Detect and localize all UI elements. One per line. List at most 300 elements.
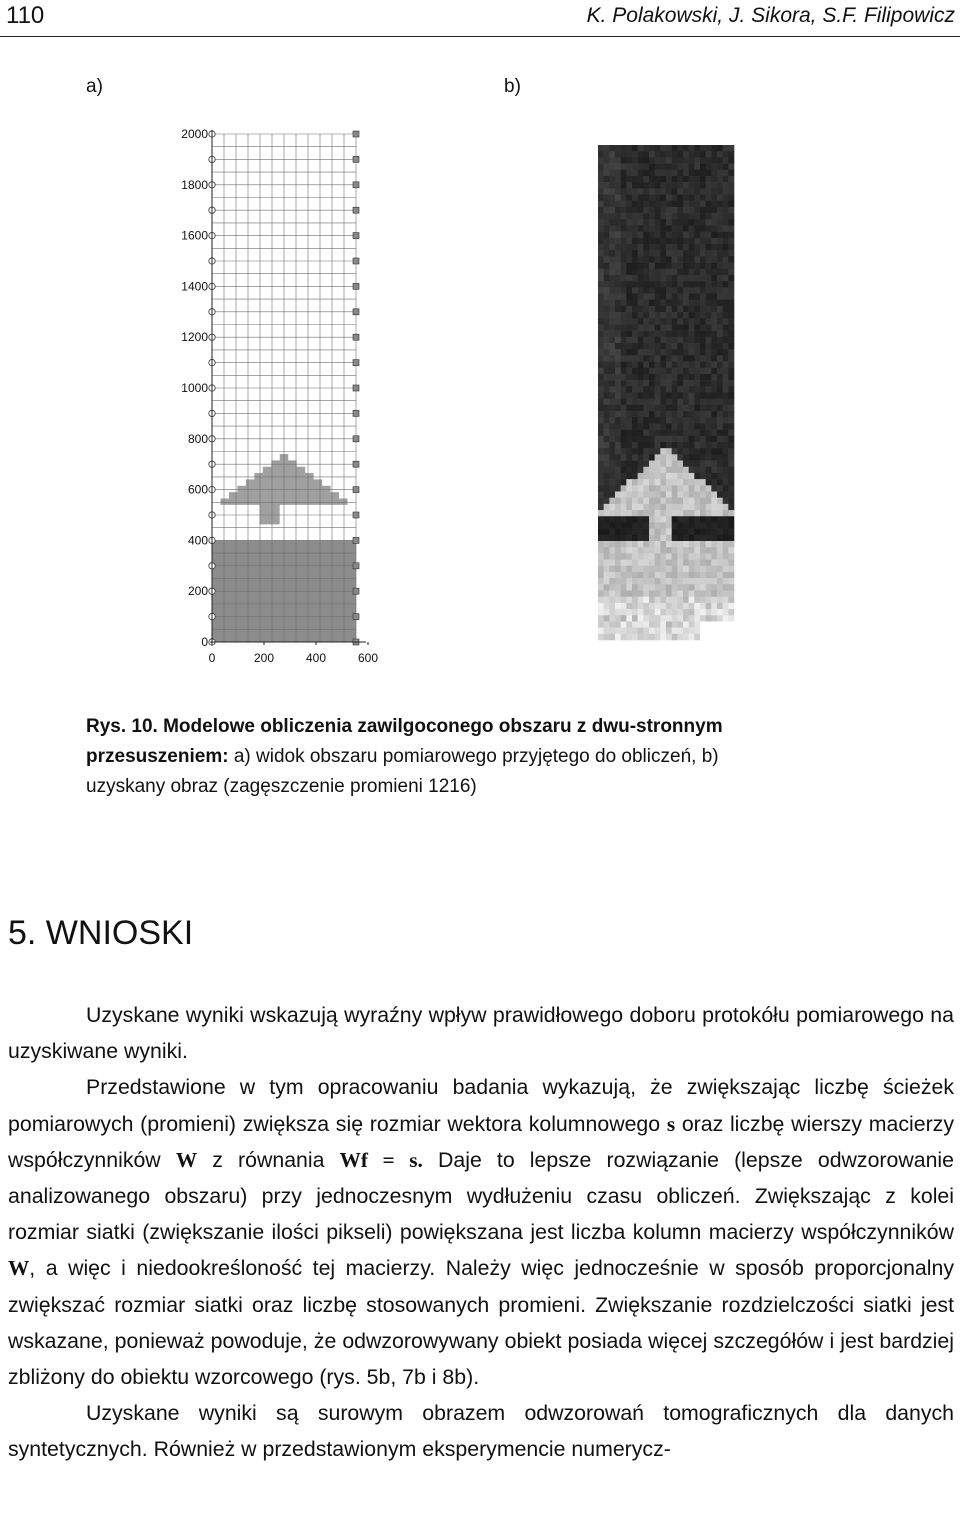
pixel-cell	[615, 423, 621, 429]
pixel-cell	[615, 263, 621, 269]
pixel-cell	[672, 386, 678, 392]
pixel-cell	[609, 287, 615, 293]
pixel-cell	[689, 250, 695, 256]
pixel-cell	[728, 510, 734, 516]
pixel-cell	[706, 423, 712, 429]
pixel-cell	[689, 256, 695, 262]
pixel-cell	[723, 312, 729, 318]
pixel-cell	[666, 225, 672, 231]
pixel-cell	[638, 442, 644, 448]
pixel-cell	[706, 584, 712, 590]
pixel-cell	[643, 560, 649, 566]
pixel-cell	[723, 324, 729, 330]
pixel-cell	[643, 343, 649, 349]
pixel-cell	[728, 597, 734, 603]
pixel-cell	[672, 318, 678, 324]
running-head-authors: K. Polakowski, J. Sikora, S.F. Filipowicz	[586, 4, 955, 27]
pixel-cell	[689, 355, 695, 361]
pixel-cell	[677, 504, 683, 510]
pixel-cell	[655, 331, 661, 337]
pixel-cell	[717, 281, 723, 287]
pixel-cell	[638, 448, 644, 454]
pixel-cell	[604, 529, 610, 535]
pixel-cell	[694, 572, 700, 578]
pixel-cell	[683, 281, 689, 287]
pixel-cell	[660, 386, 666, 392]
pixel-cell	[700, 547, 706, 553]
pixel-cell	[672, 306, 678, 312]
pixel-cell	[711, 399, 717, 405]
pixel-cell	[638, 343, 644, 349]
pixel-cell	[706, 442, 712, 448]
pixel-cell	[672, 436, 678, 442]
pixel-cell	[677, 380, 683, 386]
pixel-cell	[677, 399, 683, 405]
pixel-cell	[683, 151, 689, 157]
pixel-cell	[706, 368, 712, 374]
pixel-cell	[649, 331, 655, 337]
pixel-cell	[649, 207, 655, 213]
pixel-cell	[683, 430, 689, 436]
pixel-cell	[604, 522, 610, 528]
pixel-cell	[706, 380, 712, 386]
pixel-cell	[717, 306, 723, 312]
pixel-cell	[598, 572, 604, 578]
pixel-cell	[683, 256, 689, 262]
pixel-cell	[717, 597, 723, 603]
pixel-cell	[598, 250, 604, 256]
pixel-cell	[626, 628, 632, 634]
pixel-cell	[649, 510, 655, 516]
pixel-cell	[728, 454, 734, 460]
pixel-cell	[655, 492, 661, 498]
pixel-cell	[666, 615, 672, 621]
pixel-cell	[672, 195, 678, 201]
pixel-cell	[626, 634, 632, 640]
pixel-cell	[660, 306, 666, 312]
pixel-cell	[723, 294, 729, 300]
pixel-cell	[615, 386, 621, 392]
pixel-cell	[655, 263, 661, 269]
pixel-cell	[683, 312, 689, 318]
pixel-cell	[717, 219, 723, 225]
pixel-cell	[666, 337, 672, 343]
pixel-cell	[655, 485, 661, 491]
pixel-cell	[666, 572, 672, 578]
pixel-cell	[694, 269, 700, 275]
pixel-cell	[655, 454, 661, 460]
pixel-cell	[672, 294, 678, 300]
body-text	[8, 997, 954, 1468]
pixel-cell	[683, 510, 689, 516]
pixel-cell	[706, 448, 712, 454]
pixel-cell	[711, 207, 717, 213]
pixel-cell	[666, 238, 672, 244]
pixel-cell	[689, 492, 695, 498]
pixel-cell	[643, 479, 649, 485]
pixel-cell	[615, 244, 621, 250]
pixel-cell	[666, 417, 672, 423]
pixel-cell	[694, 287, 700, 293]
pixel-cell	[649, 603, 655, 609]
pixel-cell	[728, 584, 734, 590]
pixel-cell	[621, 176, 627, 182]
pixel-cell	[609, 188, 615, 194]
pixel-cell	[643, 578, 649, 584]
pixel-cell	[655, 145, 661, 151]
pixel-cell	[649, 430, 655, 436]
pixel-cell	[706, 603, 712, 609]
pixel-cell	[626, 275, 632, 281]
pixel-cell	[643, 461, 649, 467]
pixel-cell	[717, 504, 723, 510]
pixel-cell	[711, 436, 717, 442]
pixel-cell	[728, 578, 734, 584]
pixel-cell	[723, 195, 729, 201]
pixel-cell	[706, 374, 712, 380]
pixel-cell	[638, 516, 644, 522]
pixel-cell	[598, 504, 604, 510]
pixel-cell	[649, 485, 655, 491]
pixel-cell	[706, 541, 712, 547]
pixel-cell	[632, 355, 638, 361]
pixel-cell	[689, 157, 695, 163]
pixel-cell	[717, 609, 723, 615]
pixel-cell	[638, 306, 644, 312]
pixel-cell	[632, 467, 638, 473]
pixel-cell	[672, 225, 678, 231]
pixel-cell	[660, 151, 666, 157]
pixel-cell	[717, 498, 723, 504]
pixel-cell	[655, 306, 661, 312]
pixel-cell	[672, 349, 678, 355]
pixel-cell	[621, 287, 627, 293]
pixel-cell	[649, 164, 655, 170]
pixel-cell	[615, 312, 621, 318]
pixel-cell	[694, 281, 700, 287]
pixel-cell	[689, 337, 695, 343]
pixel-cell	[723, 430, 729, 436]
pixel-cell	[728, 522, 734, 528]
pixel-cell	[609, 269, 615, 275]
pixel-cell	[632, 454, 638, 460]
pixel-cell	[700, 442, 706, 448]
pixel-cell	[694, 355, 700, 361]
pixel-cell	[683, 492, 689, 498]
pixel-cell	[711, 492, 717, 498]
pixel-cell	[615, 294, 621, 300]
pixel-cell	[643, 634, 649, 640]
pixel-cell	[609, 535, 615, 541]
pixel-cell	[723, 516, 729, 522]
pixel-cell	[717, 485, 723, 491]
pixel-cell	[643, 430, 649, 436]
pixel-cell	[655, 461, 661, 467]
pixel-cell	[655, 176, 661, 182]
pixel-cell	[649, 467, 655, 473]
pixel-cell	[711, 541, 717, 547]
pixel-cell	[609, 374, 615, 380]
pixel-cell	[677, 368, 683, 374]
pixel-cell	[632, 213, 638, 219]
electrode-right	[353, 156, 359, 162]
pixel-cell	[683, 386, 689, 392]
pixel-cell	[660, 256, 666, 262]
pixel-cell	[717, 634, 723, 640]
pixel-cell	[638, 467, 644, 473]
pixel-cell	[717, 380, 723, 386]
pixel-cell	[660, 560, 666, 566]
pixel-cell	[609, 479, 615, 485]
pixel-cell	[728, 547, 734, 553]
pixel-cell	[660, 572, 666, 578]
pixel-cell	[609, 510, 615, 516]
pixel-cell	[711, 380, 717, 386]
pixel-cell	[660, 516, 666, 522]
pixel-cell	[643, 467, 649, 473]
pixel-cell	[604, 331, 610, 337]
pixel-cell	[728, 380, 734, 386]
pixel-cell	[615, 219, 621, 225]
pixel-cell	[717, 164, 723, 170]
pixel-cell	[615, 492, 621, 498]
pixel-cell	[626, 541, 632, 547]
pixel-cell	[604, 151, 610, 157]
pixel-cell	[728, 479, 734, 485]
pixel-cell	[609, 547, 615, 553]
pixel-cell	[672, 244, 678, 250]
pixel-cell	[700, 461, 706, 467]
pixel-cell	[711, 219, 717, 225]
pixel-cell	[655, 337, 661, 343]
pixel-cell	[615, 479, 621, 485]
pixel-cell	[672, 256, 678, 262]
pixel-cell	[717, 300, 723, 306]
pixel-cell	[649, 479, 655, 485]
pixel-cell	[700, 244, 706, 250]
pixel-cell	[666, 492, 672, 498]
pixel-cell	[717, 430, 723, 436]
pixel-cell	[694, 597, 700, 603]
pixel-cell	[700, 386, 706, 392]
pixel-cell	[666, 386, 672, 392]
pixel-cell	[626, 609, 632, 615]
pixel-cell	[604, 541, 610, 547]
reconstruction-figure-b	[598, 145, 738, 645]
pixel-cell	[717, 263, 723, 269]
pixel-cell	[694, 337, 700, 343]
pixel-cell	[649, 423, 655, 429]
pixel-cell	[632, 256, 638, 262]
pixel-cell	[604, 572, 610, 578]
pixel-cell	[604, 405, 610, 411]
paragraph-2-part-d: Daje to lepsze rozwiązanie (lepsze odwzorowanie analizowanego obszaru) przy jednoczesnym wydłużeniu czasu obliczeń. Zwiększając z kolei rozmiar siatki (zwiększanie ilości pikseli) powiększana jest liczba kolumn macierzy współczynników	[8, 1147, 955, 1245]
pixel-cell	[643, 232, 649, 238]
pixel-cell	[621, 269, 627, 275]
pixel-cell	[655, 219, 661, 225]
pixel-cell	[717, 225, 723, 231]
pixel-cell	[677, 176, 683, 182]
electrode-right	[353, 563, 359, 569]
pixel-cell	[723, 300, 729, 306]
pixel-cell	[660, 269, 666, 275]
pixel-cell	[711, 547, 717, 553]
pixel-cell	[694, 306, 700, 312]
pixel-cell	[660, 479, 666, 485]
pixel-cell	[728, 374, 734, 380]
pixel-cell	[649, 380, 655, 386]
pixel-cell	[683, 349, 689, 355]
pixel-cell	[626, 368, 632, 374]
pixel-cell	[711, 337, 717, 343]
pixel-cell	[598, 492, 604, 498]
pixel-cell	[632, 541, 638, 547]
pixel-cell	[683, 275, 689, 281]
pixel-cell	[649, 436, 655, 442]
paragraph-2-part-a: Przedstawione w tym opracowaniu badania wykazują, że zwiększając liczbę ścieżek pomiarowych (promieni) zwiększa się rozmiar wektora kolumnowego	[8, 1075, 954, 1136]
pixel-cell	[626, 578, 632, 584]
pixel-cell	[638, 621, 644, 627]
pixel-cell	[604, 318, 610, 324]
electrode-right	[353, 410, 359, 416]
pixel-cell	[717, 201, 723, 207]
pixel-cell	[643, 516, 649, 522]
pixel-cell	[723, 578, 729, 584]
pixel-cell	[649, 541, 655, 547]
pixel-cell	[728, 448, 734, 454]
pixel-cell	[604, 294, 610, 300]
pixel-cell	[683, 393, 689, 399]
pixel-cell	[598, 454, 604, 460]
pixel-cell	[666, 368, 672, 374]
pixel-cell	[717, 170, 723, 176]
pixel-cell	[723, 176, 729, 182]
pixel-cell	[615, 176, 621, 182]
pixel-cell	[604, 386, 610, 392]
pixel-cell	[723, 337, 729, 343]
pixel-cell	[643, 331, 649, 337]
pixel-cell	[609, 621, 615, 627]
electrode-right	[353, 512, 359, 518]
pixel-cell	[609, 318, 615, 324]
pixel-cell	[717, 560, 723, 566]
pixel-cell	[689, 213, 695, 219]
pixel-cell	[711, 504, 717, 510]
pixel-cell	[615, 609, 621, 615]
pixel-cell	[694, 436, 700, 442]
pixel-cell	[677, 603, 683, 609]
pixel-cell	[723, 566, 729, 572]
pixel-cell	[728, 609, 734, 615]
pixel-cell	[626, 504, 632, 510]
pixel-cell	[598, 201, 604, 207]
y-tick-label: 0	[201, 635, 208, 649]
pixel-cell	[694, 362, 700, 368]
pixel-cell	[621, 442, 627, 448]
pixel-cell	[649, 232, 655, 238]
pixel-cell	[655, 195, 661, 201]
pixel-cell	[643, 417, 649, 423]
pixel-cell	[632, 566, 638, 572]
pixel-cell	[638, 578, 644, 584]
pixel-cell	[609, 195, 615, 201]
pixel-cell	[626, 281, 632, 287]
pixel-cell	[666, 399, 672, 405]
pixel-cell	[609, 584, 615, 590]
pixel-cell	[672, 628, 678, 634]
pixel-cell	[655, 436, 661, 442]
pixel-cell	[638, 182, 644, 188]
pixel-cell	[723, 244, 729, 250]
pixel-cell	[598, 380, 604, 386]
pixel-cell	[706, 479, 712, 485]
pixel-cell	[649, 269, 655, 275]
pixel-cell	[672, 337, 678, 343]
pixel-cell	[643, 207, 649, 213]
pixel-cell	[666, 362, 672, 368]
pixel-cell	[626, 467, 632, 473]
pixel-cell	[655, 504, 661, 510]
pixel-cell	[660, 634, 666, 640]
pixel-cell	[598, 219, 604, 225]
pixel-cell	[643, 368, 649, 374]
pixel-cell	[677, 584, 683, 590]
pixel-cell	[694, 541, 700, 547]
pixel-cell	[711, 621, 717, 627]
pixel-cell	[706, 529, 712, 535]
pixel-cell	[706, 176, 712, 182]
pixel-cell	[677, 448, 683, 454]
pixel-cell	[723, 634, 729, 640]
pixel-cell	[643, 393, 649, 399]
pixel-cell	[706, 318, 712, 324]
pixel-cell	[694, 603, 700, 609]
pixel-cell	[677, 312, 683, 318]
pixel-cell	[655, 417, 661, 423]
pixel-cell	[643, 448, 649, 454]
pixel-cell	[723, 368, 729, 374]
pixel-cell	[706, 145, 712, 151]
pixel-cell	[604, 380, 610, 386]
pixel-cell	[683, 436, 689, 442]
pixel-cell	[666, 151, 672, 157]
pixel-cell	[706, 324, 712, 330]
pixel-cell	[723, 225, 729, 231]
pixel-cell	[666, 461, 672, 467]
pixel-cell	[632, 442, 638, 448]
pixel-cell	[666, 374, 672, 380]
pixel-cell	[638, 566, 644, 572]
pixel-cell	[643, 275, 649, 281]
pixel-cell	[621, 473, 627, 479]
pixel-cell	[660, 597, 666, 603]
pixel-cell	[598, 621, 604, 627]
pixel-cell	[683, 578, 689, 584]
pixel-cell	[621, 362, 627, 368]
pixel-cell	[711, 300, 717, 306]
pixel-cell	[672, 362, 678, 368]
pixel-cell	[655, 380, 661, 386]
pixel-cell	[643, 355, 649, 361]
pixel-cell	[615, 510, 621, 516]
pixel-cell	[604, 498, 610, 504]
pixel-cell	[728, 207, 734, 213]
pixel-cell	[632, 547, 638, 553]
pixel-cell	[609, 516, 615, 522]
pixel-cell	[649, 442, 655, 448]
paragraph-2-part-b: oraz liczbę wierszy macierzy współczynników	[8, 1111, 954, 1172]
pixel-cell	[649, 578, 655, 584]
